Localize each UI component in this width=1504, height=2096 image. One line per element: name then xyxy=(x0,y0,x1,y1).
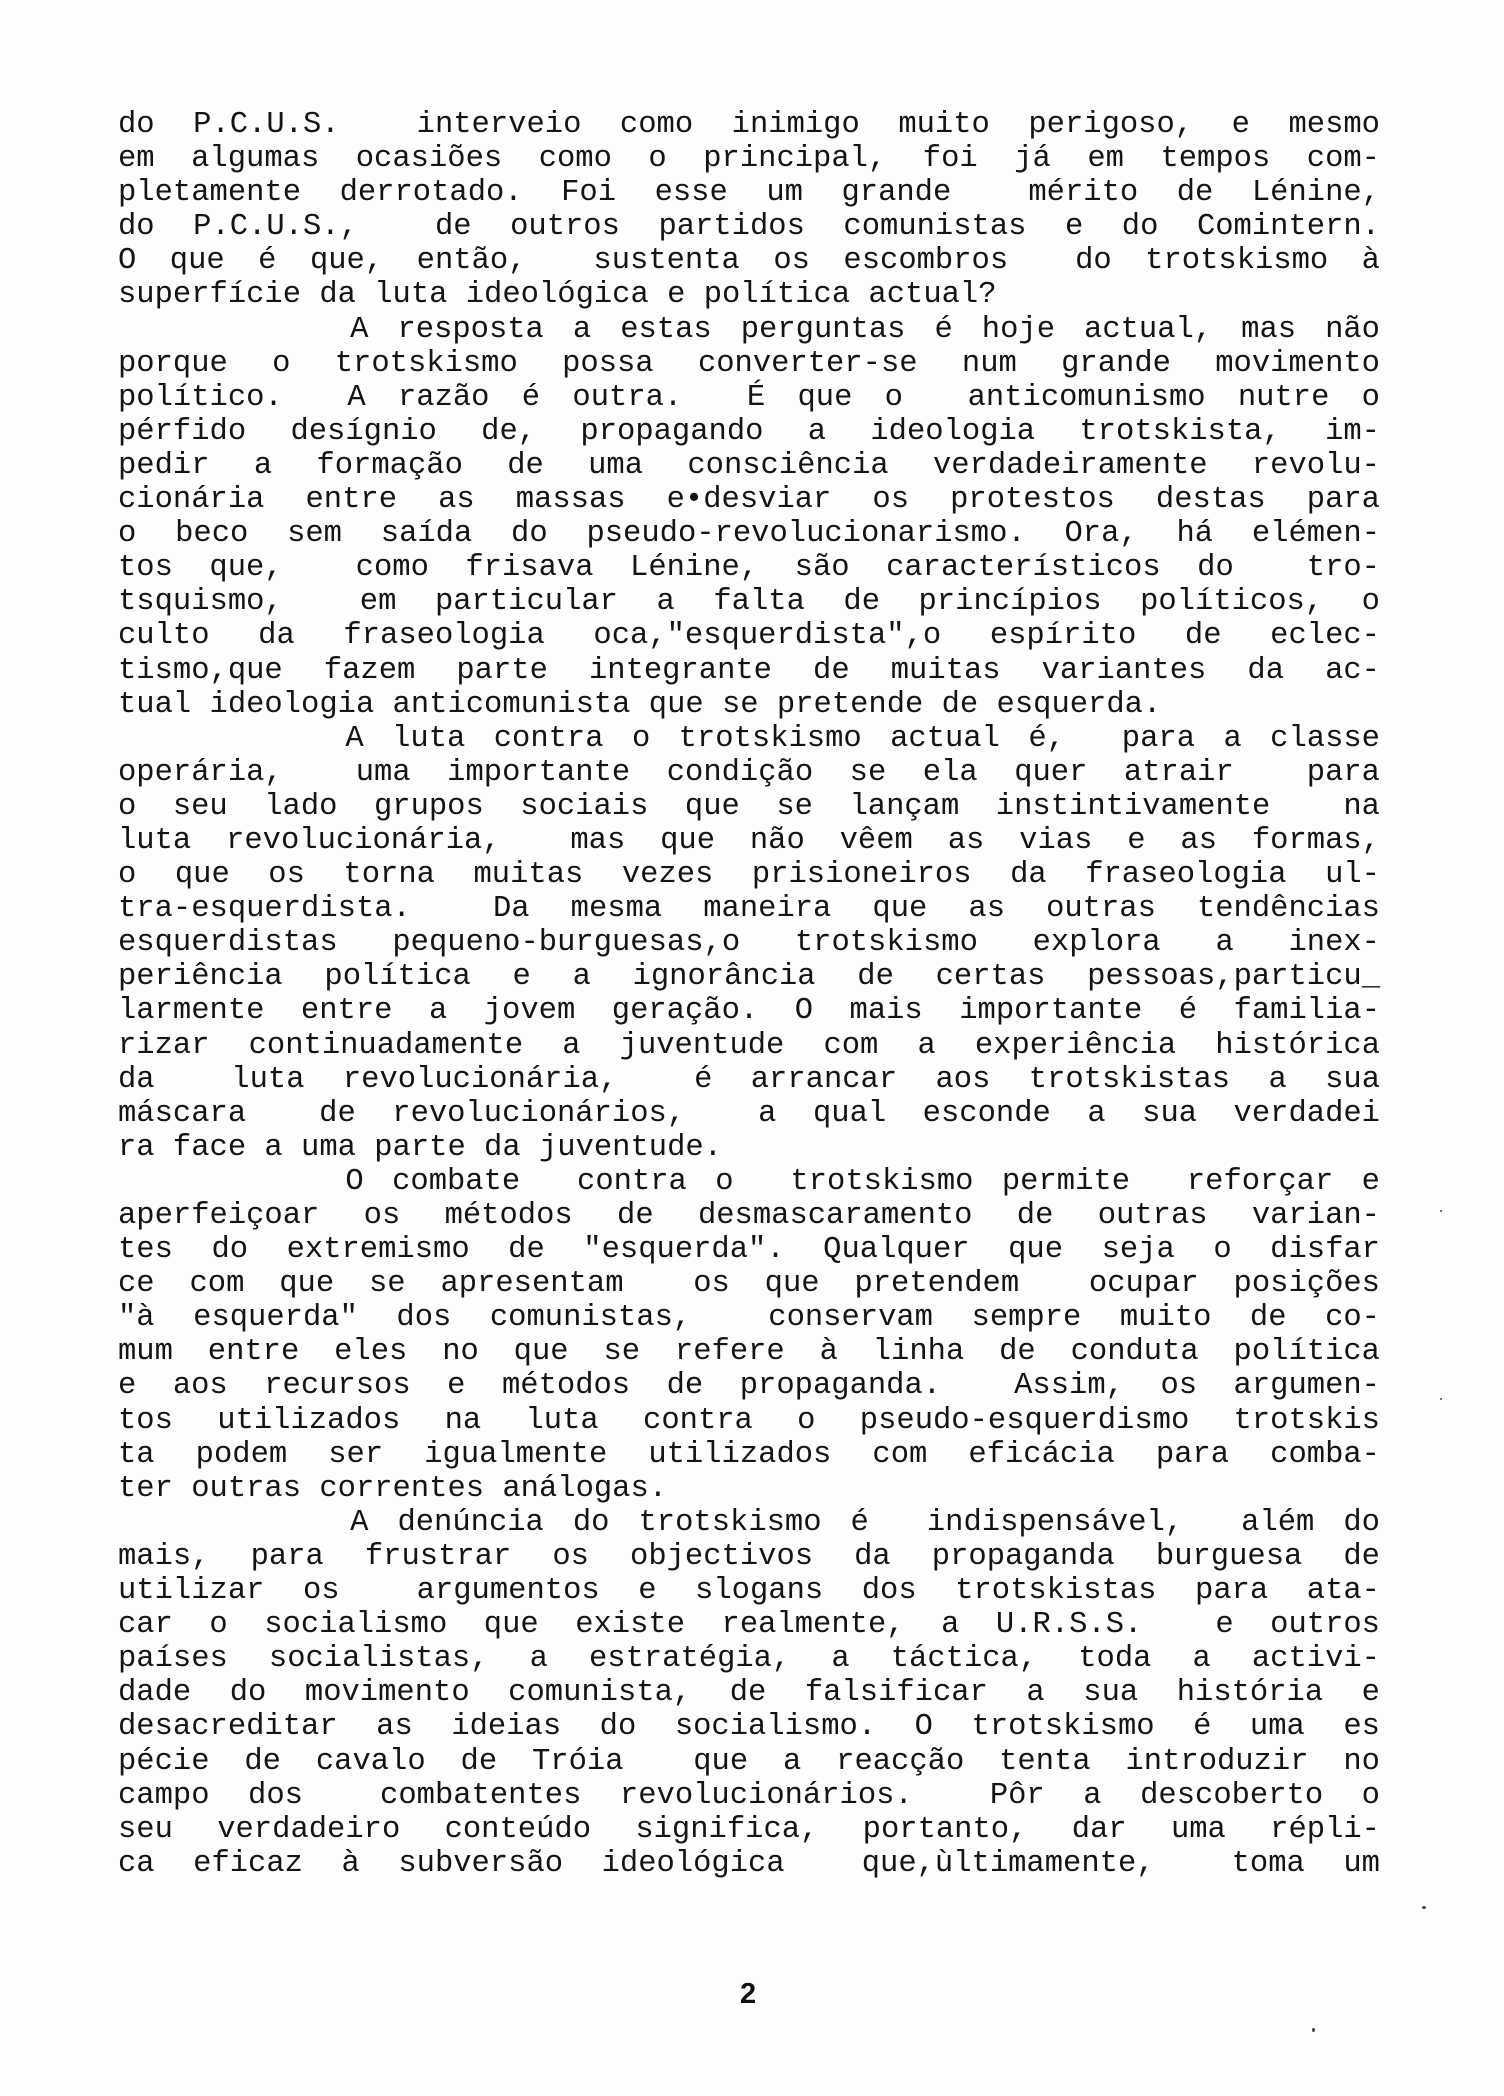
text-line: tismo,que fazem parte integrante de muitas variantes da ac- xyxy=(118,653,1380,688)
text-line: pécie de cavalo de Tróia que a reacção tenta introduzir no xyxy=(118,1744,1380,1779)
text-line: o seu lado grupos sociais que se lançam instintivamente na xyxy=(118,789,1380,824)
text-line: utilizar os argumentos e slogans dos trotskistas para ata- xyxy=(118,1574,1380,1609)
text-line: ca eficaz à subversão ideológica que,ùltimamente, toma um xyxy=(118,1846,1380,1881)
text-line: larmente entre a jovem geração. O mais importante é familia- xyxy=(118,994,1380,1029)
text-line: seu verdadeiro conteúdo significa, portanto, dar uma répli- xyxy=(118,1812,1380,1847)
text-line: A denúncia do trotskismo é indispensável, além do xyxy=(118,1505,1380,1540)
text-line: países socialistas, a estratégia, a táctica, toda a activi- xyxy=(118,1642,1380,1677)
body-text xyxy=(118,108,1380,1881)
text-line: rizar continuadamente a juventude com a experiência histórica xyxy=(118,1028,1380,1063)
text-line: porque o trotskismo possa converter-se num grande movimento xyxy=(118,346,1380,381)
text-line: mais, para frustrar os objectivos da propaganda burguesa de xyxy=(118,1539,1380,1574)
text-line: o beco sem saída do pseudo-revolucionarismo. Ora, há elémen- xyxy=(118,517,1380,552)
page-number: 2 xyxy=(740,1978,757,2010)
text-line: tual ideologia anticomunista que se pretende de esquerda. xyxy=(118,687,1162,722)
scan-speck xyxy=(1440,1210,1442,1212)
scan-speck xyxy=(1422,1906,1426,1909)
text-line: pedir a formação de uma consciência verdadeiramente revolu- xyxy=(118,448,1380,483)
text-line: tos utilizados na luta contra o pseudo-esquerdismo trotskis xyxy=(118,1403,1380,1438)
text-line: car o socialismo que existe realmente, a U.R.S.S. e outros xyxy=(118,1608,1380,1643)
text-line: o que os torna muitas vezes prisioneiros da fraseologia ul- xyxy=(118,858,1380,893)
text-line: ta podem ser igualmente utilizados com eficácia para comba- xyxy=(118,1437,1380,1472)
text-line: A luta contra o trotskismo actual é, para a classe xyxy=(118,721,1380,756)
text-line: tra-esquerdista. Da mesma maneira que as outras tendências xyxy=(118,892,1380,927)
text-line: dade do movimento comunista, de falsificar a sua história e xyxy=(118,1676,1380,1711)
text-line: campo dos combatentes revolucionários. Pôr a descoberto o xyxy=(118,1778,1380,1813)
text-line: aperfeiçoar os métodos de desmascaramento de outras varian- xyxy=(118,1199,1380,1233)
text-line: mum entre eles no que se refere à linha de conduta política xyxy=(118,1335,1380,1370)
scan-speck xyxy=(1312,2028,1315,2032)
text-line: político. A razão é outra. É que o anticomunismo nutre o xyxy=(118,380,1380,415)
scan-speck xyxy=(1440,1398,1442,1400)
text-line: "à esquerda" dos comunistas, conservam sempre muito de co- xyxy=(118,1301,1380,1336)
text-line: operária, uma importante condição se ela quer atrair para xyxy=(118,755,1380,790)
text-line: ra face a uma parte da juventude. xyxy=(118,1130,722,1165)
text-line: esquerdistas pequeno-burguesas,o trotskismo explora a inex- xyxy=(118,926,1380,961)
text-line: pérfido desígnio de, propagando a ideologia trotskista, im- xyxy=(118,414,1380,449)
text-line: máscara de revolucionários, a qual esconde a sua verdadei xyxy=(118,1096,1380,1131)
text-line: e aos recursos e métodos de propaganda. Assim, os argumen- xyxy=(118,1369,1380,1404)
text-line: O que é que, então, sustenta os escombros do trotskismo à xyxy=(118,244,1380,279)
text-line: tos que, como frisava Lénine, são característicos do tro- xyxy=(118,551,1380,586)
text-line: ce com que se apresentam os que pretendem ocupar posições xyxy=(118,1267,1380,1302)
text-line: desacreditar as ideias do socialismo. O trotskismo é uma es xyxy=(118,1710,1380,1745)
text-line: culto da fraseologia oca,"esquerdista",o espírito de eclec- xyxy=(118,619,1380,654)
text-line: ter outras correntes análogas. xyxy=(118,1471,668,1506)
text-line: tes do extremismo de "esquerda". Qualquer que seja o disfar xyxy=(118,1233,1380,1268)
text-line: do P.C.U.S., de outros partidos comunistas e do Comintern. xyxy=(118,210,1380,245)
text-line: O combate contra o trotskismo permite reforçar e xyxy=(118,1164,1380,1199)
text-line: do P.C.U.S. interveio como inimigo muito perigoso, e mesmo xyxy=(118,108,1380,142)
text-line: A resposta a estas perguntas é hoje actual, mas não xyxy=(118,312,1380,347)
text-line: pletamente derrotado. Foi esse um grande mérito de Lénine, xyxy=(118,176,1380,211)
text-line: cionária entre as massas e•desviar os protestos destas para xyxy=(118,483,1380,518)
text-line: em algumas ocasiões como o principal, foi já em tempos com- xyxy=(118,142,1380,177)
text-line: periência política e a ignorância de certas pessoas,particu_ xyxy=(118,960,1380,995)
text-line: superfície da luta ideológica e política actual? xyxy=(118,278,997,313)
text-line: tsquismo, em particular a falta de princípios políticos, o xyxy=(118,585,1380,620)
text-line: luta revolucionária, mas que não vêem as vias e as formas, xyxy=(118,823,1380,858)
text-line: da luta revolucionária, é arrancar aos trotskistas a sua xyxy=(118,1062,1380,1097)
